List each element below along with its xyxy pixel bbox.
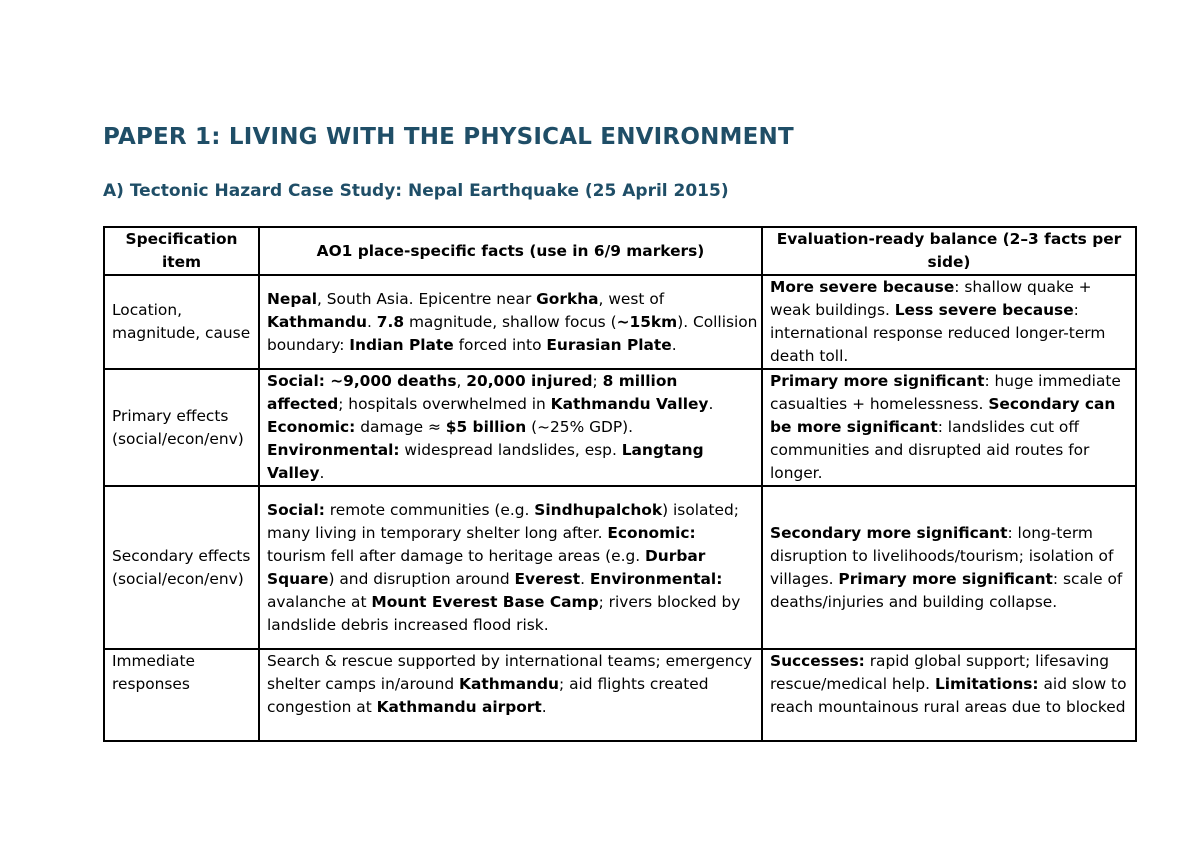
text-run: .	[366, 312, 377, 331]
bold-text-run: Eurasian Plate	[546, 335, 672, 354]
text-run: forced into	[453, 335, 547, 354]
bold-text-run: ~15km	[616, 312, 678, 331]
text-run: ) and disruption around	[328, 569, 515, 588]
bold-text-run: Everest	[514, 569, 581, 588]
bold-text-run: Kathmandu	[459, 675, 560, 693]
text-run: : shallow quake + weak buildings.	[770, 278, 1092, 319]
text-run: .	[671, 335, 677, 354]
text-run: magnitude, shallow focus (	[404, 312, 617, 331]
facts-cell	[259, 649, 762, 741]
facts-cell	[259, 275, 762, 369]
evaluation-cell	[762, 486, 1136, 649]
spec-item-text: Immediate responses	[112, 652, 195, 693]
text-run: : long-term disruption to livelihoods/tourism; isolation of villages.	[770, 523, 1114, 588]
spec-item-cell: Primary effects (social/econ/env)	[104, 369, 259, 486]
section-subtitle: A) Tectonic Hazard Case Study: Nepal Earthquake (25 April 2015)	[103, 181, 729, 201]
text-run: rapid global support; lifesaving rescue/medical help.	[770, 652, 1109, 693]
bold-text-run: Gorkha	[536, 289, 599, 308]
bold-text-run: Secondary more significant	[770, 523, 1008, 542]
text-run: .	[580, 569, 590, 588]
text-run: , west of	[598, 289, 665, 308]
text-run: Search & rescue supported by international teams; emergency shelter camps in/around	[267, 652, 753, 693]
text-run: , South Asia. Epicentre near	[317, 289, 537, 308]
bold-text-run: Mount Everest Base Camp	[371, 592, 599, 611]
text-run: ; aid flights created congestion at	[267, 675, 709, 716]
bold-text-run: Primary more significant	[770, 372, 985, 390]
bold-text-run: Successes:	[770, 652, 865, 670]
bold-text-run: Economic:	[607, 523, 696, 542]
table-row	[104, 649, 1136, 741]
bold-text-run: Economic:	[267, 418, 356, 436]
header-specification-item: Specification item	[104, 227, 259, 275]
text-run: ). Collision boundary:	[267, 312, 758, 354]
text-run: aid slow to reach mountainous rural areas due to blocked	[770, 675, 1127, 716]
spec-item-cell	[104, 649, 259, 741]
spec-item-cell: Location, magnitude, cause	[104, 275, 259, 369]
bold-text-run: Limitations:	[934, 675, 1039, 693]
text-run: (~25% GDP).	[526, 418, 634, 436]
evaluation-text	[770, 650, 1132, 740]
facts-text	[267, 650, 758, 740]
bold-text-run: Nepal	[267, 289, 317, 308]
text-run: ; hospitals overwhelmed in	[338, 395, 551, 413]
header-ao1-facts: AO1 place-specific facts (use in 6/9 markers)	[259, 227, 762, 275]
bold-text-run: Durbar Square	[267, 546, 706, 588]
bold-text-run: Secondary can be more significant	[770, 395, 1116, 436]
table-row	[104, 275, 1136, 369]
table-row	[104, 486, 1136, 649]
text-run: remote communities (e.g.	[324, 500, 535, 519]
text-run: tourism fell after damage to heritage areas (e.g.	[267, 546, 646, 565]
text-run: avalanche at	[267, 592, 372, 611]
bold-text-run: 8 million affected	[267, 372, 678, 413]
text-run: ; rivers blocked by landslide debris increased flood risk.	[267, 592, 741, 634]
text-run: .	[319, 464, 325, 482]
bold-text-run: Less severe because	[894, 301, 1074, 319]
case-study-table	[103, 226, 1137, 742]
bold-text-run: Langtang Valley	[267, 441, 704, 482]
bold-text-run: $5 billion	[445, 418, 527, 436]
table-row	[104, 369, 1136, 486]
spec-item-cell: Secondary effects (social/econ/env)	[104, 486, 259, 649]
text-run: ,	[456, 372, 467, 390]
text-run: : international response reduced longer-term death toll.	[770, 301, 1106, 365]
text-run: widespread landslides, esp.	[399, 441, 622, 459]
evaluation-cell	[762, 275, 1136, 369]
bold-text-run: Environmental:	[267, 441, 400, 459]
bold-text-run: 7.8	[376, 312, 405, 331]
text-run: : huge immediate casualties + homelessness.	[770, 372, 1121, 413]
bold-text-run: Social:	[267, 500, 325, 519]
text-run: .	[708, 395, 714, 413]
text-run: .	[541, 698, 547, 716]
header-evaluation: Evaluation-ready balance (2–3 facts per side)	[762, 227, 1136, 275]
evaluation-cell	[762, 649, 1136, 741]
bold-text-run: Indian Plate	[349, 335, 454, 354]
page-title: PAPER 1: LIVING WITH THE PHYSICAL ENVIRONMENT	[103, 124, 794, 150]
text-run: ;	[592, 372, 603, 390]
bold-text-run: Social: ~9,000 deaths	[267, 372, 457, 390]
evaluation-cell	[762, 369, 1136, 486]
bold-text-run: Kathmandu Valley	[550, 395, 709, 413]
bold-text-run: Kathmandu airport	[376, 698, 542, 716]
text-run: : landslides cut off communities and disrupted aid routes for longer.	[770, 418, 1090, 482]
bold-text-run: Kathmandu	[267, 312, 367, 331]
table-header-row	[104, 227, 1136, 275]
text-run: damage ≈	[355, 418, 446, 436]
text-run: : scale of deaths/injuries and building collapse.	[770, 569, 1123, 611]
bold-text-run: More severe because	[770, 278, 955, 296]
bold-text-run: Environmental:	[589, 569, 723, 588]
facts-cell	[259, 486, 762, 649]
bold-text-run: Primary more significant	[838, 569, 1053, 588]
facts-cell	[259, 369, 762, 486]
bold-text-run: Sindhupalchok	[534, 500, 663, 519]
text-run: ) isolated; many living in temporary shelter long after.	[267, 500, 739, 542]
bold-text-run: 20,000 injured	[466, 372, 593, 390]
